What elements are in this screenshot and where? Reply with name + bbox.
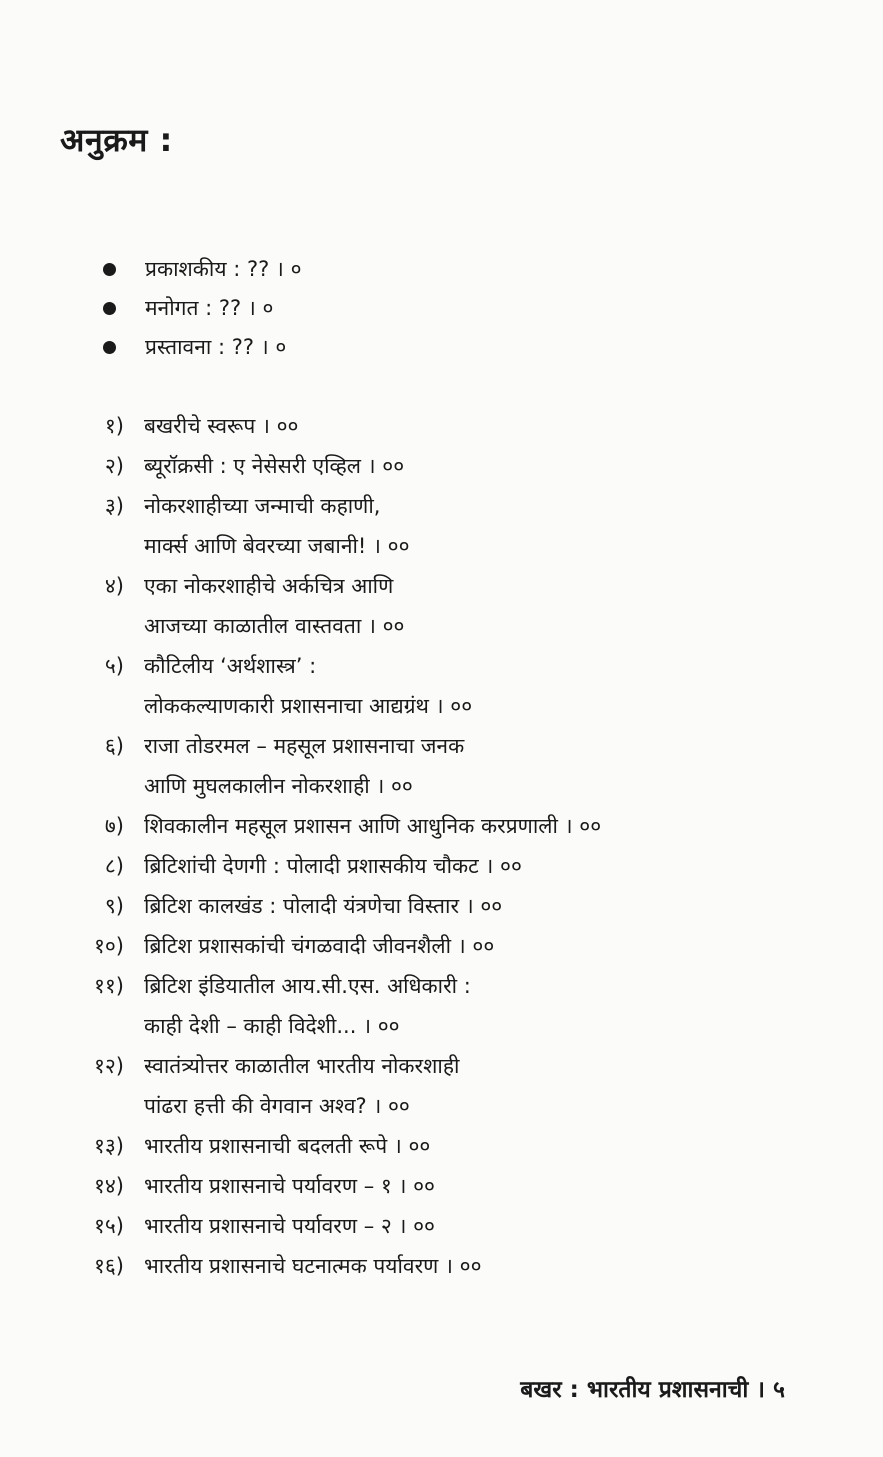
toc-entry-number: १०) [93,934,124,958]
toc-entry-line: काही देशी – काही विदेशी... । ०० [144,1014,400,1038]
toc-entry-line: ब्रिटिश इंडियातील आय.सी.एस. अधिकारी : [144,974,471,998]
bullet-icon [103,302,116,315]
toc-entry [60,646,601,726]
list-item-label: प्रकाशकीय : ?? । ० [145,257,302,281]
toc-entry-line: ब्यूरॉक्रसी : ए नेसेसरी एव्हिल । ०० [144,454,405,478]
toc-entry [60,566,601,646]
bullet-icon [103,263,116,276]
toc-entry-number: १२) [93,1054,124,1078]
toc-entry [60,926,601,966]
toc-entry-title [144,1206,435,1246]
toc-entry-number: ७) [104,814,124,838]
toc-entry-title [144,846,522,886]
toc-entry-line: ब्रिटिशांची देणगी : पोलादी प्रशासकीय चौकट । ०० [144,854,522,878]
toc-entry-line: ब्रिटिश कालखंड : पोलादी यंत्रणेचा विस्तार । ०० [144,894,503,918]
toc-entry-number: ३) [104,494,124,518]
page-footer: बखर : भारतीय प्रशासनाची । ५ [520,1377,785,1403]
list-item-label: मनोगत : ?? । ० [145,296,274,320]
toc-entry-title [144,446,404,486]
toc-entry [60,486,601,566]
toc-entry-title [144,806,601,846]
toc-entry-line: बखरीचे स्वरूप । ०० [144,414,299,438]
toc-entry-title [144,726,464,806]
toc-entry-number: ९) [104,894,124,918]
toc-entry-number: ८) [104,854,124,878]
toc-entry-title [144,406,298,446]
table-of-contents [60,406,601,1286]
toc-entry-title [144,486,410,566]
toc-entry-title [144,966,471,1046]
toc-entry-number: १५) [93,1214,124,1238]
toc-entry-number: १३) [93,1134,124,1158]
toc-entry-number: ४) [104,574,124,598]
toc-entry [60,406,601,446]
toc-entry-line: लोककल्याणकारी प्रशासनाचा आद्यग्रंथ । ०० [144,694,473,718]
page-title: अनुक्रम : [60,121,173,159]
toc-entry-line: ब्रिटिश प्रशासकांची चंगळवादी जीवनशैली । ०० [144,934,495,958]
toc-entry-title [144,886,502,926]
toc-entry-title [144,1246,482,1286]
toc-entry [60,966,601,1046]
toc-entry [60,1046,601,1126]
toc-entry-number: १४) [93,1174,124,1198]
list-item [100,332,302,371]
toc-entry-line: राजा तोडरमल – महसूल प्रशासनाचा जनक [144,734,465,758]
toc-entry-number: ५) [104,654,124,678]
toc-entry-number: १) [104,414,124,438]
toc-entry-number: ६) [104,734,124,758]
toc-entry [60,1166,601,1206]
toc-entry-number: ११) [93,974,124,998]
list-item-label: प्रस्तावना : ?? । ० [145,335,287,359]
toc-entry-line: भारतीय प्रशासनाचे घटनात्मक पर्यावरण । ०० [144,1254,482,1278]
toc-entry-line: मार्क्स आणि बेवरच्या जबानी! । ०० [144,534,410,558]
toc-entry [60,846,601,886]
toc-entry-line: भारतीय प्रशासनाचे पर्यावरण – १ । ०० [144,1174,435,1198]
toc-entry-title [144,566,404,646]
toc-entry-line: नोकरशाहीच्या जन्माची कहाणी, [144,494,381,518]
front-matter-list [100,254,302,371]
toc-entry-line: भारतीय प्रशासनाची बदलती रूपे । ०० [144,1134,431,1158]
toc-entry-title [144,1046,459,1126]
toc-entry [60,1246,601,1286]
list-item [100,293,302,332]
toc-entry-line: आजच्या काळातील वास्तवता । ०० [144,614,405,638]
toc-entry [60,806,601,846]
toc-entry-number: २) [104,454,124,478]
toc-entry-line: भारतीय प्रशासनाचे पर्यावरण – २ । ०० [144,1214,435,1238]
list-item [100,254,302,293]
toc-entry-line: कौटिलीय ‘अर्थशास्त्र’ : [144,654,317,678]
toc-entry-line: आणि मुघलकालीन नोकरशाही । ०० [144,774,413,798]
toc-entry-line: पांढरा हत्ती की वेगवान अश्व? । ०० [144,1094,410,1118]
toc-entry [60,446,601,486]
toc-entry-title [144,646,472,726]
toc-entry-title [144,926,494,966]
toc-entry-line: स्वातंत्र्योत्तर काळातील भारतीय नोकरशाही [144,1054,460,1078]
toc-entry [60,886,601,926]
bullet-icon [103,341,116,354]
toc-entry-line: शिवकालीन महसूल प्रशासन आणि आधुनिक करप्रणाली । ०० [144,814,602,838]
toc-entry-title [144,1166,435,1206]
toc-entry-line: एका नोकरशाहीचे अर्कचित्र आणि [144,574,394,598]
toc-entry [60,1206,601,1246]
toc-entry-title [144,1126,430,1166]
toc-entry [60,1126,601,1166]
toc-entry [60,726,601,806]
toc-entry-number: १६) [93,1254,124,1278]
